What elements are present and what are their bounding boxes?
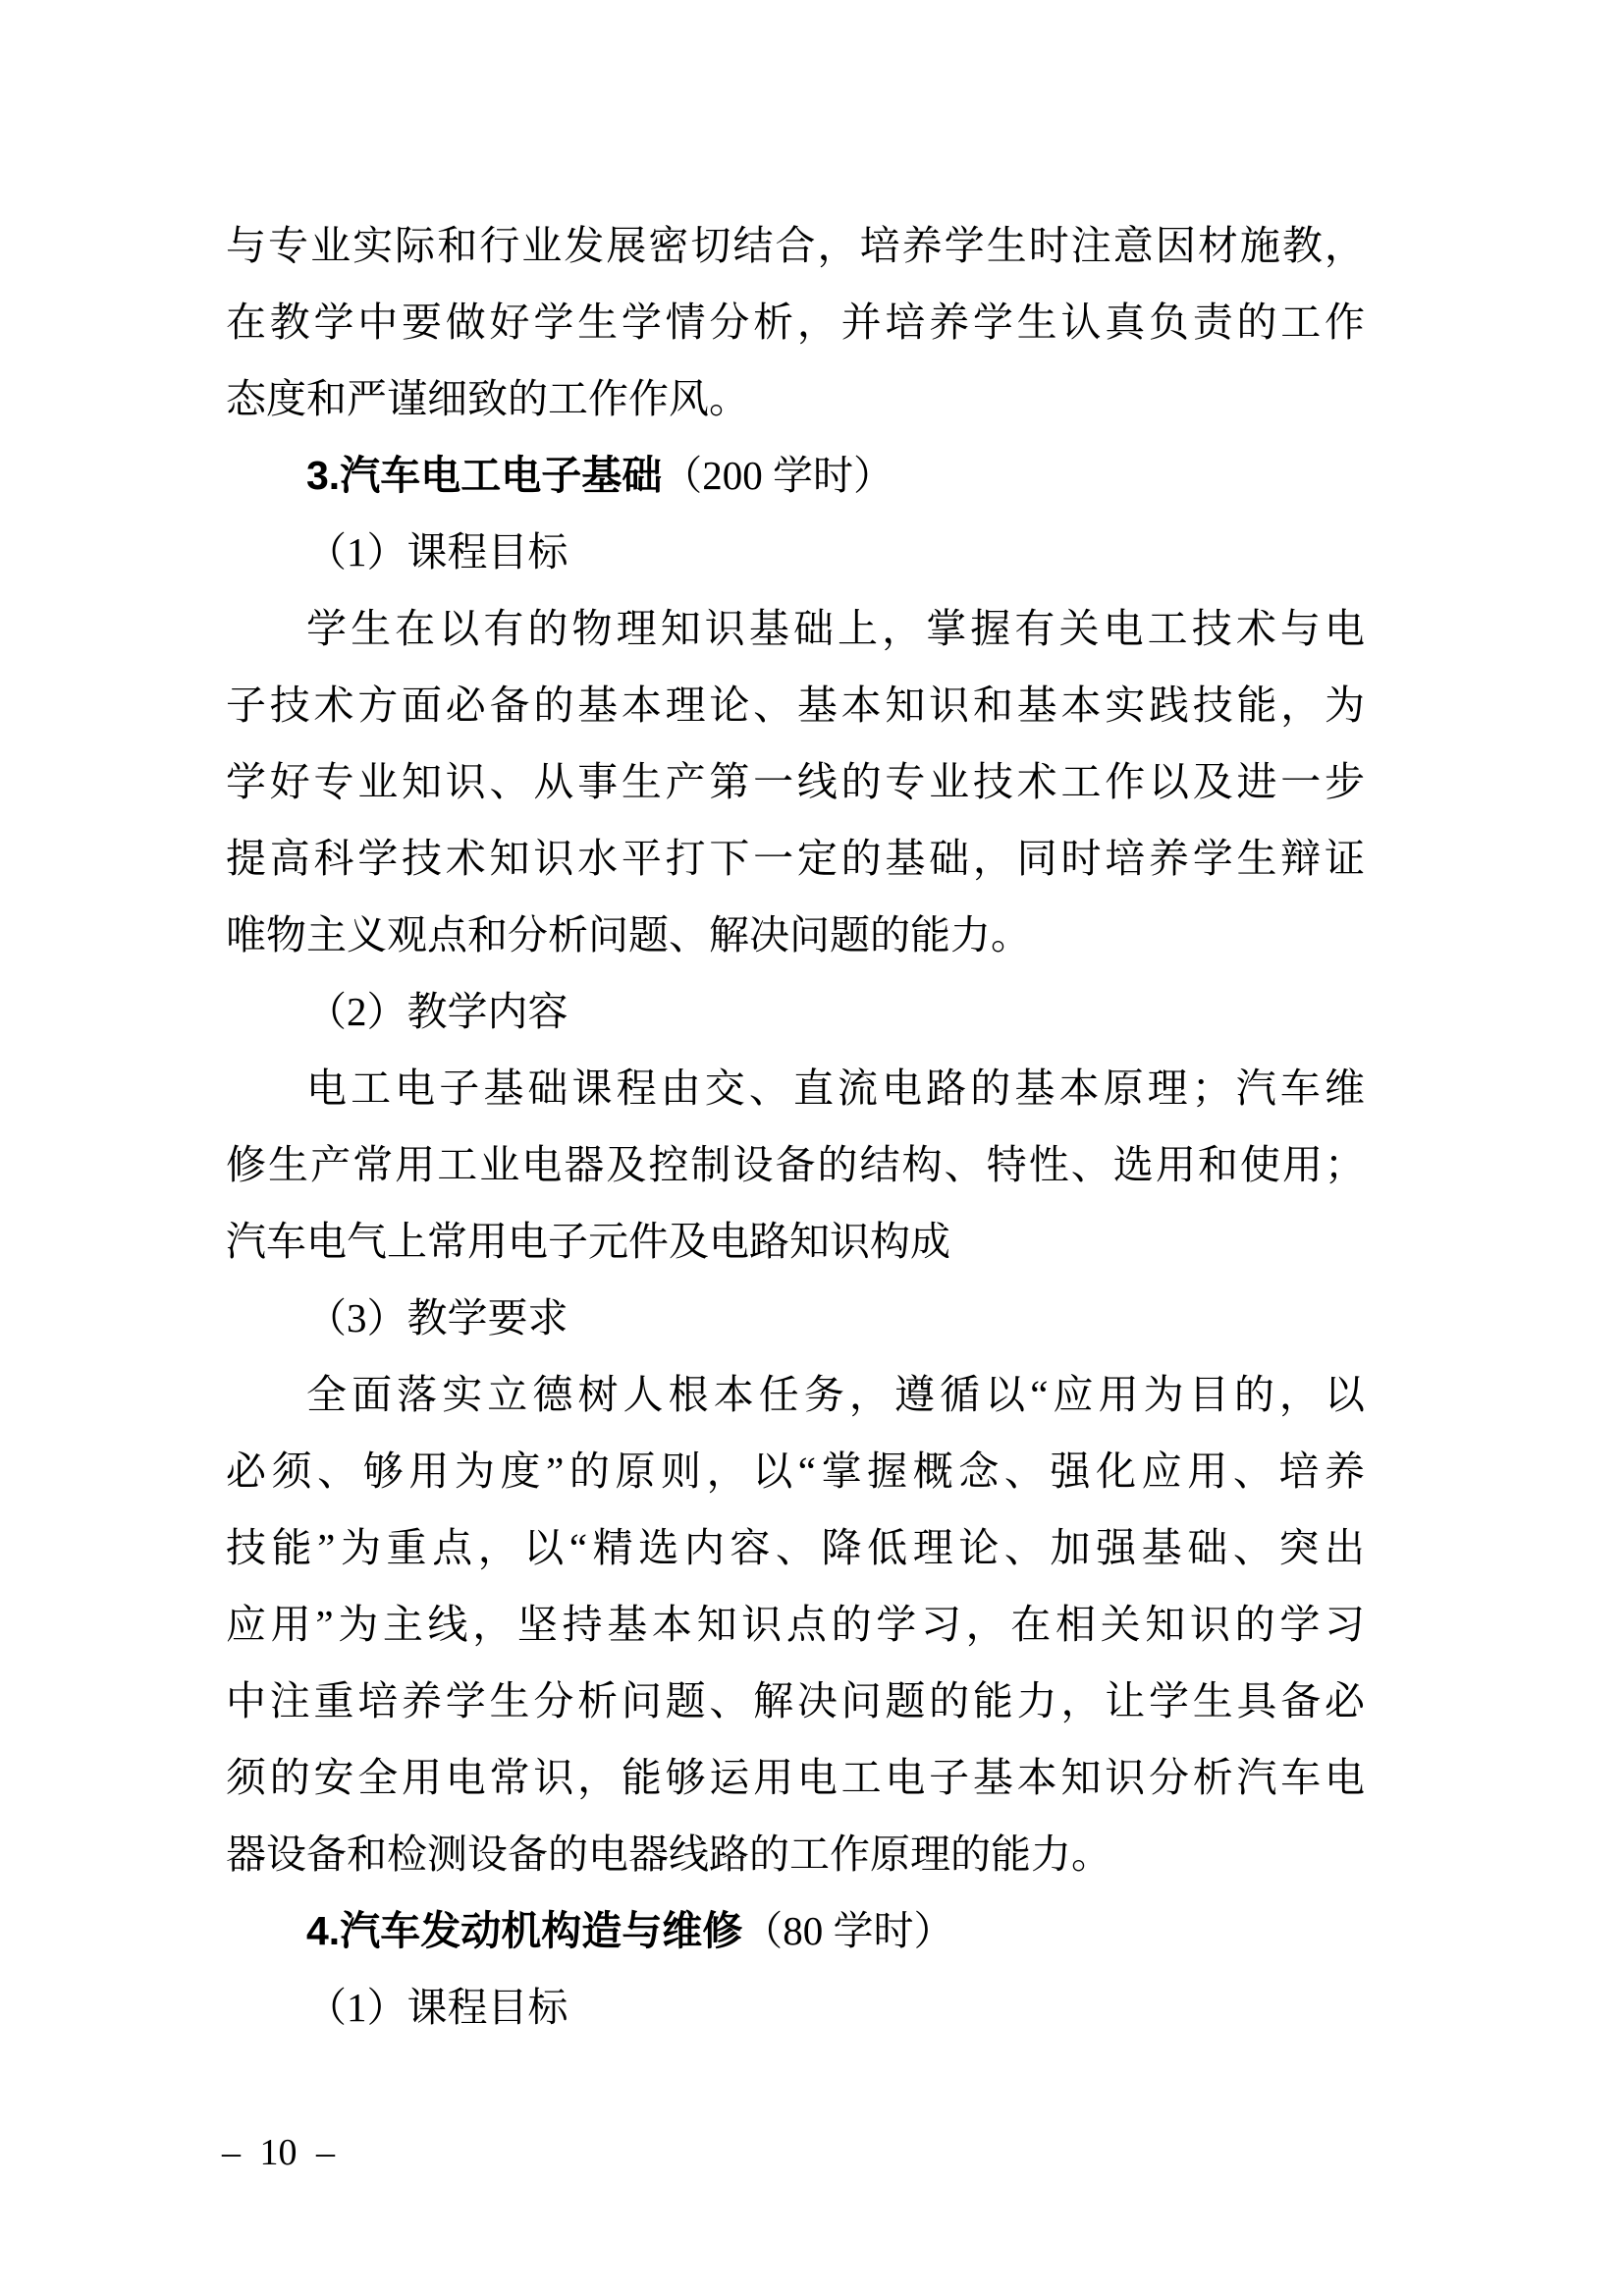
text-line — [226, 897, 1365, 973]
text-line — [226, 360, 1365, 437]
line-text: 态度和严谨细致的工作作风。 — [226, 376, 749, 421]
line-text: 技能”为重点，以“精选内容、降低理论、加强基础、突出 — [226, 1525, 1365, 1570]
line-text: 修生产常用工业电器及控制设备的结构、特性、选用和使用； — [226, 1142, 1365, 1187]
text-line — [226, 514, 1365, 590]
section-heading — [226, 437, 1365, 514]
line-text: 必须、够用为度”的原则，以“掌握概念、强化应用、培养 — [226, 1449, 1365, 1494]
text-line — [226, 207, 1365, 284]
text-line — [226, 820, 1365, 897]
line-text: （80 学时） — [742, 1908, 954, 1953]
line-text: 学生在以有的物理知识基础上，掌握有关电工技术与电 — [306, 606, 1365, 651]
line-text: 应用”为主线，坚持基本知识点的学习，在相关知识的学习 — [226, 1602, 1365, 1647]
line-text: （200 学时） — [662, 453, 893, 498]
text-line — [226, 743, 1365, 820]
text-line — [226, 1969, 1365, 2046]
text-line — [226, 1586, 1365, 1663]
text-line — [226, 667, 1365, 743]
text-line — [226, 284, 1365, 360]
text-line — [226, 590, 1365, 667]
line-text: 在教学中要做好学生学情分析，并培养学生认真负责的工作 — [226, 300, 1365, 345]
line-text: 学好专业知识、从事生产第一线的专业技术工作以及进一步 — [226, 759, 1365, 804]
line-text: 提高科学技术知识水平打下一定的基础，同时培养学生辩证 — [226, 836, 1365, 881]
line-text: 与专业实际和行业发展密切结合，培养学生时注意因材施教， — [226, 223, 1365, 268]
line-text: 器设备和检测设备的电器线路的工作原理的能力。 — [226, 1831, 1111, 1877]
line-text: 电工电子基础课程由交、直流电路的基本原理；汽车维 — [306, 1066, 1365, 1111]
line-text: 中注重培养学生分析问题、解决问题的能力，让学生具备必 — [226, 1678, 1365, 1723]
line-text: 汽车电气上常用电子元件及电路知识构成 — [226, 1219, 950, 1264]
page-number: – 10 – — [222, 2132, 335, 2173]
line-text: 全面落实立德树人根本任务，遵循以“应用为目的，以 — [306, 1372, 1365, 1417]
text-line — [226, 1739, 1365, 1816]
line-text: 子技术方面必备的基本理论、基本知识和基本实践技能，为 — [226, 683, 1365, 728]
text-line — [226, 1280, 1365, 1356]
text-line — [226, 1509, 1365, 1586]
line-text: 唯物主义观点和分析问题、解决问题的能力。 — [226, 912, 1031, 957]
text-line — [226, 973, 1365, 1050]
text-line — [226, 1663, 1365, 1739]
text-line — [226, 1433, 1365, 1509]
text-line — [226, 1816, 1365, 1892]
line-text: （2）教学内容 — [306, 989, 568, 1034]
line-text: 须的安全用电常识，能够运用电工电子基本知识分析汽车电 — [226, 1755, 1365, 1800]
text-block — [226, 207, 1365, 2046]
heading-bold-text: 4.汽车发动机构造与维修 — [306, 1908, 743, 1953]
text-line — [226, 1356, 1365, 1433]
text-line — [226, 1203, 1365, 1280]
section-heading — [226, 1892, 1365, 1969]
heading-bold-text: 3.汽车电工电子基础 — [306, 453, 663, 498]
line-text: （3）教学要求 — [306, 1295, 568, 1340]
text-line — [226, 1050, 1365, 1126]
line-text: （1）课程目标 — [306, 1985, 568, 2030]
line-text: （1）课程目标 — [306, 529, 568, 574]
text-line — [226, 1126, 1365, 1203]
